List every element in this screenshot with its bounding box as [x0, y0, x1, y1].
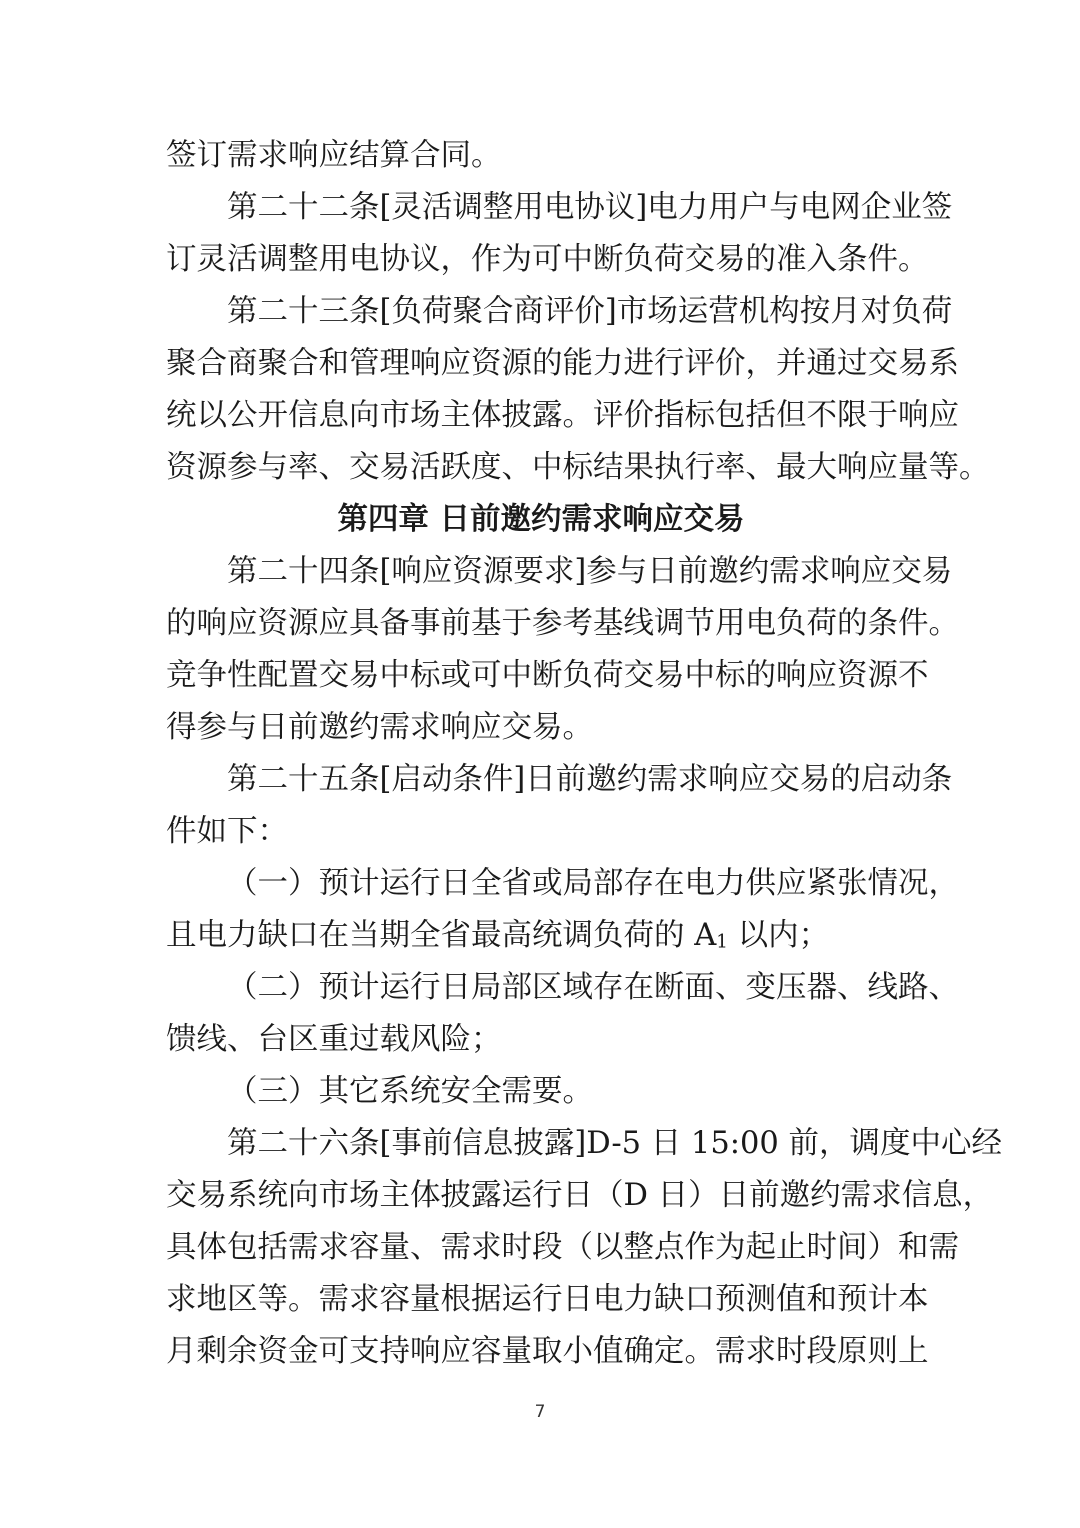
text-line: 签订需求响应结算合同。	[166, 138, 502, 173]
text-line: 竞争性配置交易中标或可中断负荷交易中标的响应资源不	[166, 658, 929, 693]
text-line: 求地区等。需求容量根据运行日电力缺口预测值和预计本	[166, 1282, 929, 1317]
text-segment: 以内；	[727, 918, 830, 953]
text-line: 第二十五条[启动条件]日前邀约需求响应交易的启动条	[227, 762, 953, 797]
text-line: 具体包括需求容量、需求时段（以整点作为起止时间）和需	[166, 1230, 959, 1265]
text-line: 交易系统向市场主体披露运行日（D 日）日前邀约需求信息，	[166, 1178, 994, 1213]
text-line: 统以公开信息向市场主体披露。评价指标包括但不限于响应	[166, 398, 959, 433]
text-line: （一）预计运行日全省或局部存在电力供应紧张情况，	[227, 866, 959, 901]
text-line: 第二十四条[响应资源要求]参与日前邀约需求响应交易	[227, 554, 953, 589]
text-line: 订灵活调整用电协议，作为可中断负荷交易的准入条件。	[166, 242, 929, 277]
text-line: 第二十三条[负荷聚合商评价]市场运营机构按月对负荷	[227, 294, 953, 329]
text-line	[166, 910, 916, 962]
text-line: 月剩余资金可支持响应容量取小值确定。需求时段原则上	[166, 1334, 929, 1369]
document-body	[166, 130, 1003, 1378]
text-line: 第二十二条[灵活调整用电协议]电力用户与电网企业签	[227, 190, 953, 225]
text-line: （三）其它系统安全需要。	[227, 1074, 593, 1109]
subscript: 1	[716, 931, 728, 953]
text-line: 第二十六条[事前信息披露]D-5 日 15:00 前，调度中心经	[227, 1126, 1003, 1161]
text-line: 的响应资源应具备事前基于参考基线调节用电负荷的条件。	[166, 606, 959, 641]
chapter-heading: 第四章 日前邀约需求响应交易	[337, 502, 745, 537]
text-line: 件如下：	[166, 814, 288, 849]
text-line: 资源参与率、交易活跃度、中标结果执行率、最大响应量等。	[166, 450, 990, 485]
page-number: 7	[534, 1402, 546, 1422]
text-line: 馈线、台区重过载风险；	[166, 1022, 502, 1057]
text-line: 得参与日前邀约需求响应交易。	[166, 710, 593, 745]
text-line: 聚合商聚合和管理响应资源的能力进行评价，并通过交易系	[166, 346, 959, 381]
text-line: （二）预计运行日局部区域存在断面、变压器、线路、	[227, 970, 959, 1005]
text-segment: 且电力缺口在当期全省最高统调负荷的 A	[166, 918, 717, 953]
